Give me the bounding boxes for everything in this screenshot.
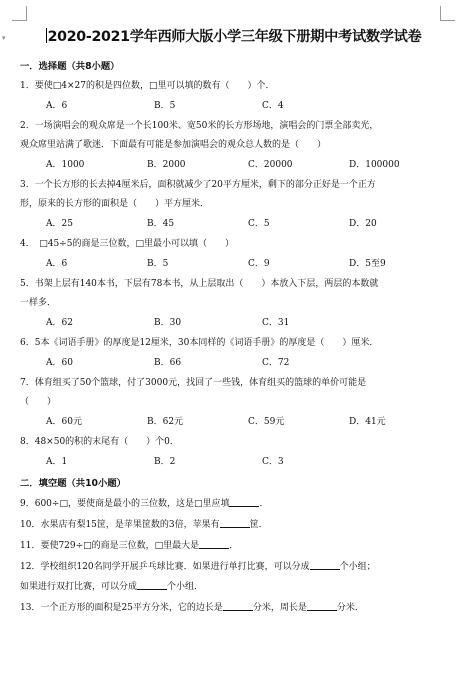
answer-option: B．5 bbox=[154, 101, 176, 111]
question-text-continued: 观众席里站满了歌迷．下面最有可能是参加演唱会的观众总人数的是（ ） bbox=[20, 140, 327, 150]
answer-option: D．100000 bbox=[349, 160, 400, 170]
question-8 bbox=[20, 435, 450, 449]
question-3 bbox=[20, 178, 450, 211]
question-text: 筐． bbox=[249, 520, 268, 530]
question-text-continued: （ ） bbox=[20, 397, 57, 407]
answer-option: C．9 bbox=[248, 259, 270, 269]
answer-option: C．3 bbox=[262, 457, 284, 467]
crop-mark-top-right bbox=[440, 6, 455, 21]
answer-options bbox=[46, 217, 450, 231]
answer-options bbox=[46, 415, 450, 429]
answer-blank[interactable] bbox=[223, 600, 253, 611]
question-text: 3．一个长方形的长去掉4厘米后，面积就减少了20平方厘米，剩下的部分正好是一个正方 bbox=[20, 180, 376, 190]
answer-option: C．5 bbox=[248, 219, 270, 229]
answer-options bbox=[46, 455, 450, 469]
question-text-continued: 形，原来的长方形的面积是（ ）平方厘米． bbox=[20, 199, 210, 209]
question-text: 个小组； bbox=[339, 562, 376, 572]
question-2 bbox=[20, 119, 450, 152]
answer-blank[interactable] bbox=[220, 517, 250, 528]
answer-blank[interactable] bbox=[229, 496, 259, 507]
answer-option: D．41元 bbox=[349, 417, 386, 427]
answer-option: B．2 bbox=[154, 457, 176, 467]
answer-option: B．2000 bbox=[147, 160, 186, 170]
document-title[interactable]: 2020-2021学年西师大版小学三年级下册期中考试数学试卷 bbox=[47, 29, 422, 45]
answer-options bbox=[46, 316, 450, 330]
answer-option: A．6 bbox=[46, 259, 68, 269]
answer-option: C．4 bbox=[262, 101, 284, 111]
answer-option: B．5 bbox=[147, 259, 169, 269]
answer-options bbox=[46, 158, 450, 172]
question-text: 9．600÷□，要使商是最小的三位数，这是□里应填 bbox=[20, 499, 230, 509]
question-6 bbox=[20, 336, 450, 350]
question-text-continued: 一样多． bbox=[20, 298, 57, 308]
question-text: ． bbox=[259, 499, 269, 509]
question-text: 4． □45÷5的商是三位数，□里最小可以填（ ） bbox=[20, 239, 234, 249]
question-text: ． bbox=[229, 541, 239, 551]
answer-option: B．62元 bbox=[147, 417, 184, 427]
question-text: 8．48×50的积的末尾有（ ）个0． bbox=[20, 437, 179, 447]
choice-questions bbox=[20, 79, 450, 469]
question-text: 分米，周长是 bbox=[252, 603, 307, 613]
answer-option: C．72 bbox=[262, 358, 290, 368]
question-text: 5．书架上层有140本书，下层有78本书，从上层取出（ ）本放入下层，两层的本数就 bbox=[20, 279, 379, 289]
section-heading-fill: 二．填空题（共10小题） bbox=[20, 478, 126, 489]
answer-option: A．1000 bbox=[46, 160, 85, 170]
question-text: 6．5本《词语手册》的厚度是12厘米，30本同样的《词语手册》的厚度是（ ）厘米． bbox=[20, 338, 379, 348]
question-text: 1．要使□4×27的积是四位数，□里可以填的数有（ ）个． bbox=[20, 81, 275, 91]
fill-question-12 bbox=[20, 559, 450, 594]
question-text: 11．要使729÷□的商是三位数，□里最大是 bbox=[20, 541, 200, 551]
fill-question-13 bbox=[20, 600, 450, 615]
answer-option: D．5至9 bbox=[349, 259, 386, 269]
answer-blank[interactable] bbox=[199, 538, 229, 549]
answer-options bbox=[46, 257, 450, 271]
question-7 bbox=[20, 376, 450, 409]
answer-option: C．20000 bbox=[248, 160, 293, 170]
answer-option: B．30 bbox=[154, 318, 182, 328]
question-text: 12．学校组织120名同学开展乒乓球比赛．如果进行单打比赛，可以分成 bbox=[20, 562, 310, 572]
question-text: 7．体育组买了50个篮球，付了3000元，找回了一些钱，体育组买的篮球的单价可能是 bbox=[20, 378, 367, 388]
answer-option: A．60 bbox=[46, 358, 73, 368]
answer-option: A．25 bbox=[46, 219, 73, 229]
question-text: 个小组． bbox=[167, 582, 204, 592]
question-4 bbox=[20, 237, 450, 251]
crop-mark-top-left bbox=[12, 6, 27, 21]
answer-option: A．1 bbox=[46, 457, 68, 467]
text-cursor bbox=[46, 28, 47, 43]
answer-blank[interactable] bbox=[137, 579, 167, 590]
section-heading-choice: 一．选择题（共8小题） bbox=[20, 61, 120, 72]
answer-option: A．60元 bbox=[46, 417, 82, 427]
question-text: 如果进行双打比赛，可以分成 bbox=[20, 582, 138, 592]
answer-option: A．62 bbox=[46, 318, 73, 328]
fill-question-9 bbox=[20, 496, 450, 511]
question-text: 13．一个正方形的面积是25平方分米，它的边长是 bbox=[20, 603, 223, 613]
answer-blank[interactable] bbox=[307, 600, 337, 611]
fill-question-10 bbox=[20, 517, 450, 532]
answer-option: C．31 bbox=[262, 318, 290, 328]
answer-option: C．59元 bbox=[248, 417, 285, 427]
document-body[interactable] bbox=[20, 52, 450, 621]
answer-options bbox=[46, 356, 450, 370]
question-5 bbox=[20, 277, 450, 310]
answer-options bbox=[46, 99, 450, 113]
question-text: 分米． bbox=[336, 603, 364, 613]
answer-option: A．6 bbox=[46, 101, 68, 111]
answer-blank[interactable] bbox=[310, 559, 340, 570]
answer-option: B．45 bbox=[147, 219, 175, 229]
answer-option: D．20 bbox=[349, 219, 377, 229]
question-1 bbox=[20, 79, 450, 93]
question-text: 2．一场演唱会的观众席是一个长100米、宽50米的长方形场地，演唱会的门票全部卖光， bbox=[20, 121, 379, 131]
fill-question-11 bbox=[20, 538, 450, 553]
ruler-marker-icon: ▾ bbox=[2, 34, 6, 42]
question-text-continued bbox=[20, 579, 450, 594]
answer-option: B．66 bbox=[154, 358, 182, 368]
question-text: 10．水果店有梨15筐，是苹果筐数的3倍，苹果有 bbox=[20, 520, 220, 530]
fill-questions bbox=[20, 496, 450, 615]
